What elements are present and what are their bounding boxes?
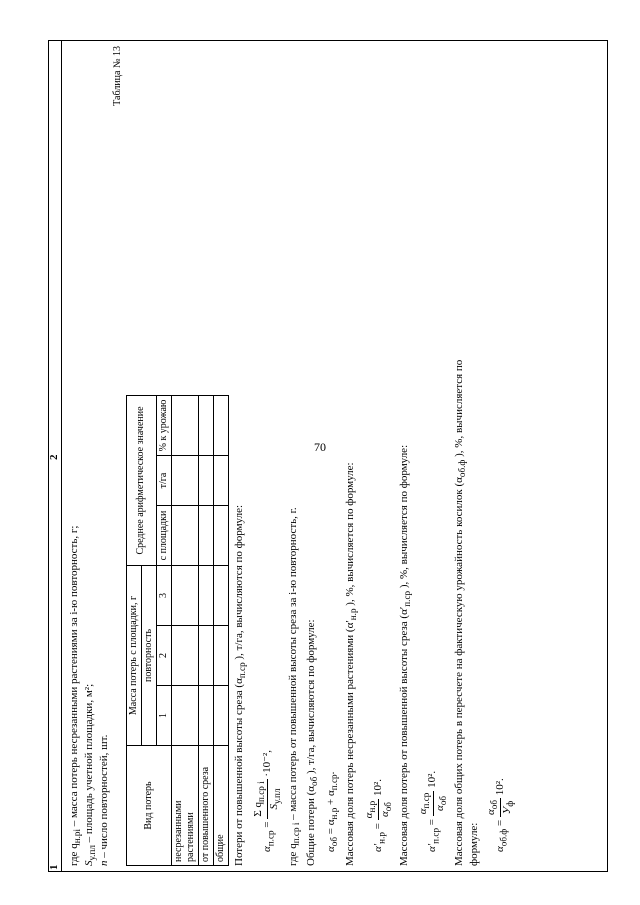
table-row xyxy=(213,396,228,866)
definition-q-nr: где $q_{н.рi}$ – масса потерь несрезанными растениями за i-ю повторность, г; xyxy=(68,525,83,866)
total-loss-intro: Общие потери ($\alpha_{об}$ ), т/га, вычисляются по формуле: xyxy=(305,619,320,866)
col-header-avg: Среднее арифметическое значение xyxy=(126,396,156,566)
avg-plot: с площадки xyxy=(156,506,171,566)
share-1-intro: Массовая доля потерь несрезанными растениями ($\alpha'_{н.р}$ ), %, вычисляется по формуле: xyxy=(343,462,358,866)
share-3-line2: формуле: xyxy=(468,822,480,866)
column-header-row xyxy=(48,40,62,872)
column-2-label: 2 xyxy=(48,454,60,460)
rep-2: 2 xyxy=(156,626,171,686)
definition-s-upl: $S_{у.пл}$ – площадь учетной площадки, м²; xyxy=(83,683,98,866)
avg-pct: % к урожаю xyxy=(156,396,171,456)
loss-table xyxy=(126,395,229,866)
rotated-content xyxy=(48,40,608,872)
row-label: общие xyxy=(213,746,228,866)
row-label: от повышенного среза xyxy=(198,746,213,866)
formula-2: $\alpha_{об} = \alpha_{н.р} + \alpha_{п.ср}$. xyxy=(324,771,339,852)
page-number: 70 xyxy=(314,440,326,454)
table-row xyxy=(198,396,213,866)
column-1-label: 1 xyxy=(48,864,60,870)
table-row xyxy=(171,396,198,866)
definition-n: n – число повторностей, шт. xyxy=(98,734,111,866)
formula-3: $\alpha'_{н.р}$ = $\alpha_{н.р}$ $\alpha_{об}$ 10². xyxy=(362,778,394,852)
avg-tha: т/га xyxy=(156,456,171,506)
row-label: несрезанными растениями xyxy=(171,746,198,866)
rep-3: 3 xyxy=(156,566,171,626)
share-3-intro: Массовая доля общих потерь в пересчете на фактическую урожайность косилок ($\alpha_{об.ф}$ ), %, вычисляется по xyxy=(452,359,467,866)
col-header-type: Вид потерь xyxy=(126,746,171,866)
formula-5: $\alpha_{об.ф}$ = $\alpha_{об}$ $У_ф$ 10². xyxy=(485,778,516,852)
rep-1: 1 xyxy=(156,686,171,746)
formula-1: $\alpha_{п.ср}$ = Σ $q_{п.ср i}$ $S_{у.пл}$ ·10⁻², xyxy=(251,750,283,852)
col-header-mass: Масса потерь с площадки, г xyxy=(126,566,141,746)
table-caption: Таблица № 13 xyxy=(111,46,123,106)
definition-q-psr: где $q_{п.ср i}$ – масса потерь от повышенной высоты среза за i-ю повторность, г. xyxy=(287,507,302,866)
content-body xyxy=(68,46,521,866)
formula-4: $\alpha'_{п.ср}$ = $\alpha_{п.ср}$ $\alpha_{об}$ 10². xyxy=(417,770,448,852)
share-2-intro: Массовая доля потерь от повышенной высоты среза ($\alpha'_{п.ср}$ ), %, вычисляется по формуле: xyxy=(398,444,413,866)
loss-calc-intro: Потери от повышенной высоты среза ($\alpha_{п.ср}$ ), т/га, вычисляются по формуле: xyxy=(232,504,247,866)
col-header-rep: повторность xyxy=(141,566,156,746)
